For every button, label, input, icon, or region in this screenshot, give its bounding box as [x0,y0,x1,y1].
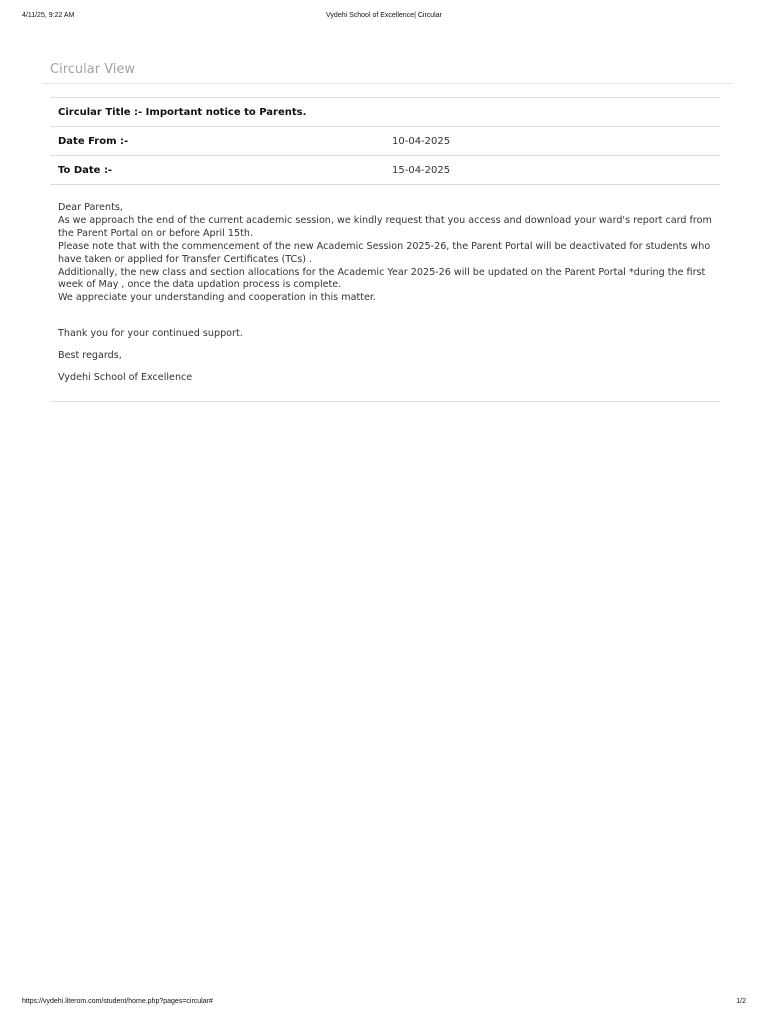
greeting: Dear Parents, [58,202,123,213]
thanks-line: Thank you for your continued support. [58,328,243,340]
print-header [22,12,746,24]
section-heading: Circular View [50,62,136,77]
to-date-value: 15-04-2025 [384,156,720,185]
signature-line: Vydehi School of Excellence [58,372,193,384]
to-date-label: To Date :- [50,156,384,185]
print-page-title: Vydehi School of Excellence| Circular [326,12,442,19]
circular-body [58,202,713,385]
heading-divider [42,83,732,84]
date-from-value: 10-04-2025 [384,127,720,156]
print-footer [22,998,746,1010]
circular-title-row [50,98,720,127]
body-paragraph: As we approach the end of the current academic session, we kindly request that you access and download your ward's report card from the Parent Portal on or before April 15th. [58,214,712,239]
print-page-number: 1/2 [736,998,746,1005]
circular-details-table [50,97,720,185]
to-date-row [50,156,720,185]
date-from-label: Date From :- [50,127,384,156]
body-paragraph: Please note that with the commencement of the new Academic Session 2025-26, the Parent Portal will be deactivated for students who have taken or applied for Transfer Certificates (TCs) . [58,240,711,265]
date-from-row [50,127,720,156]
circular-title: Circular Title :- Important notice to Parents. [50,98,720,127]
body-paragraph: We appreciate your understanding and cooperation in this matter. [58,292,376,304]
print-url: https://vydehi.literom.com/student/home.php?pages=circular# [22,998,213,1005]
content-divider [50,401,720,402]
body-paragraph: Additionally, the new class and section allocations for the Academic Year 2025-26 will be updated on the Parent Portal *during the first week of May , once the data updation process is complete. [58,266,706,291]
regards-line: Best regards, [58,350,122,362]
print-datetime: 4/11/25, 9:22 AM [22,12,75,19]
